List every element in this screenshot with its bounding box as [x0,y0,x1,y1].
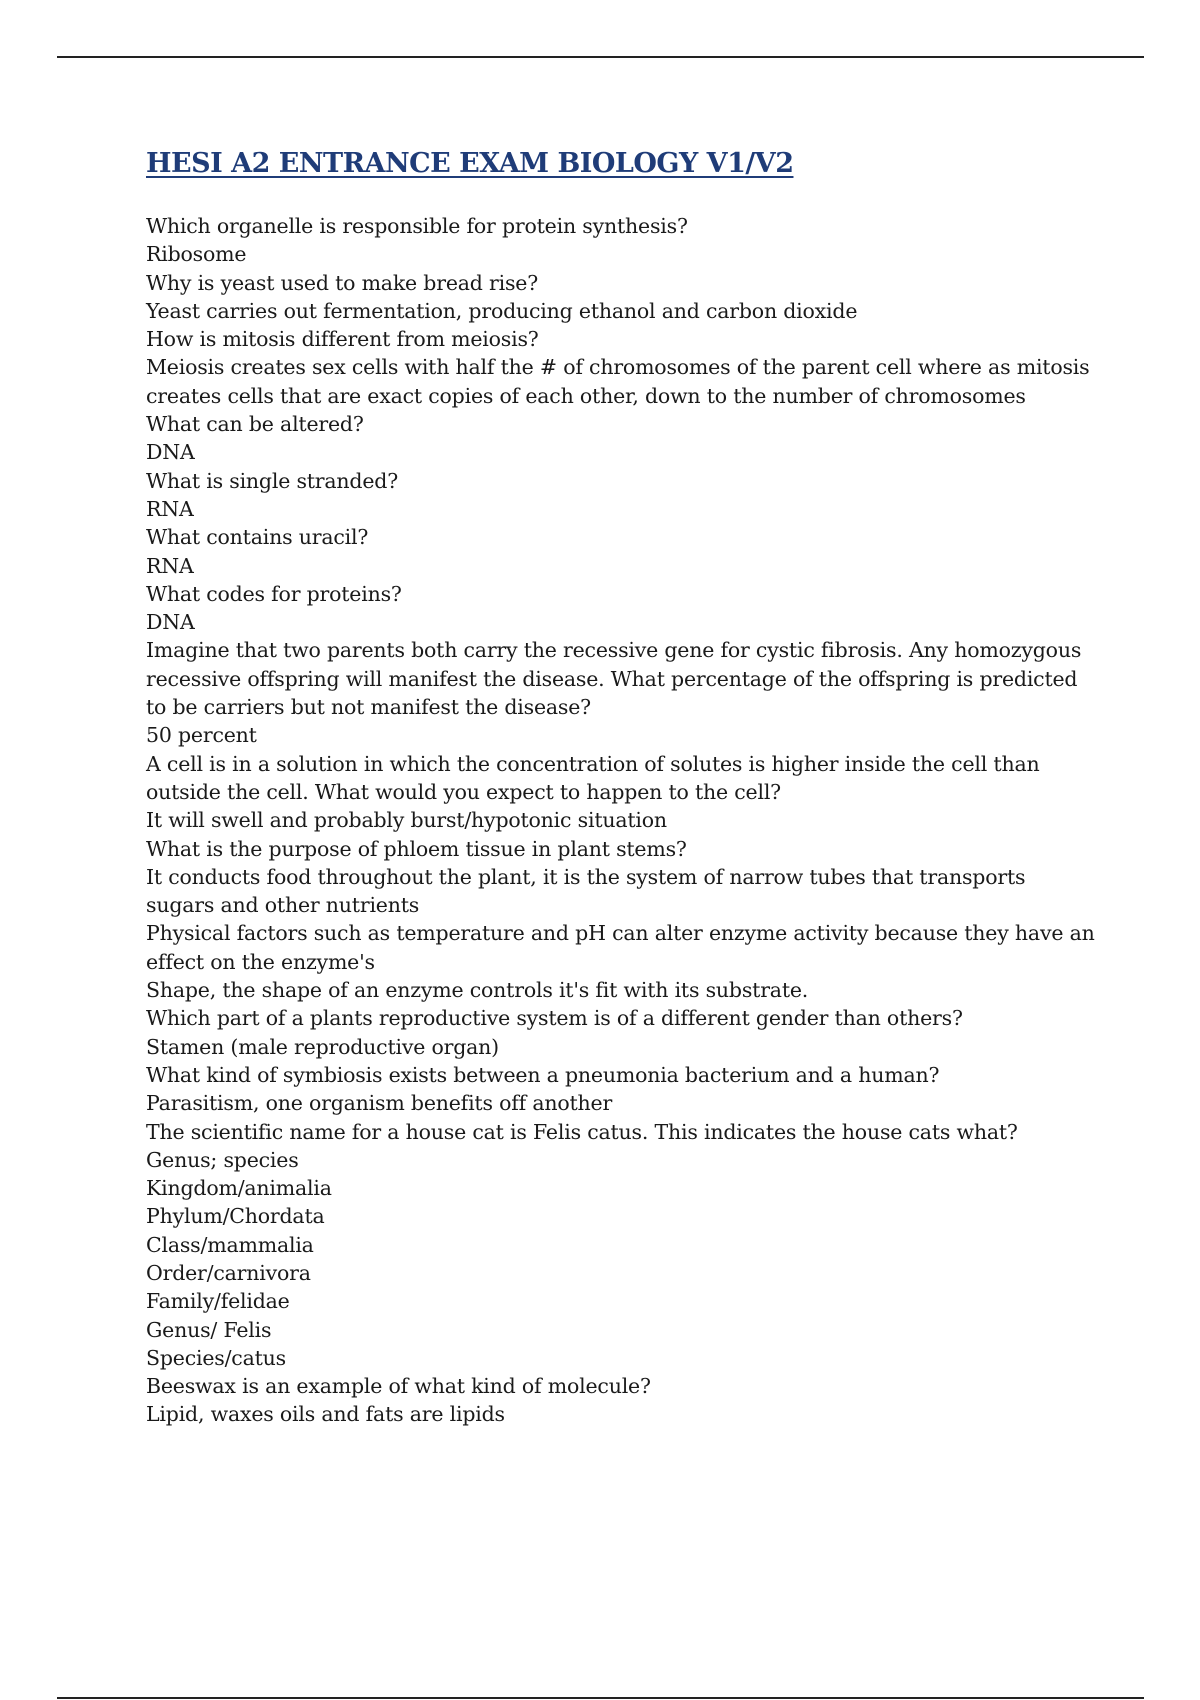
answer-text: It conducts food throughout the plant, it is the system of narrow tubes that transports sugars and other nutrients [146,864,1026,918]
answer-text: RNA [146,496,194,521]
question-text: How is mitosis different from meiosis? [146,327,539,352]
document-body [146,212,1096,1429]
answer-text: Genus; species [146,1147,299,1172]
answer-text: Lipid, waxes oils and fats are lipids [146,1402,505,1427]
top-divider [57,56,1144,58]
answer-text: 50 percent [146,723,257,748]
answer-text: Shape, the shape of an enzyme controls it's fit with its substrate. [146,978,809,1003]
answer-text: RNA [146,553,194,578]
question-text: Imagine that two parents both carry the recessive gene for cystic fibrosis. Any homozygous recessive offspring will manifest the disease. What percentage of the offspring is predicted to be carriers but not manifest the disease? [146,638,1082,720]
answer-text: Species/catus [146,1345,286,1370]
question-text: Beeswax is an example of what kind of molecule? [146,1374,651,1399]
question-text: Physical factors such as temperature and pH can alter enzyme activity because they have an effect on the enzyme's [146,921,1095,974]
question-text: What is single stranded? [146,468,399,493]
question-text: What is the purpose of phloem tissue in plant stems? [146,836,687,861]
question-text: What codes for proteins? [146,581,402,606]
answer-text: Phylum/Chordata [146,1204,325,1229]
answer-text: DNA [146,440,195,465]
answer-text: Order/carnivora [146,1260,311,1285]
question-text: What kind of symbiosis exists between a pneumonia bacterium and a human? [146,1062,940,1087]
answer-text: Kingdom/animalia [146,1176,332,1201]
question-text: Which organelle is responsible for protein synthesis? [146,214,688,238]
question-text: The scientific name for a house cat is Felis catus. This indicates the house cats what? [146,1119,1018,1144]
answer-text: Ribosome [146,242,247,267]
answer-text: DNA [146,610,195,635]
answer-text: Meiosis creates sex cells with half the # of chromosomes of the parent cell where as mitosis creates cells that are exact copies of each other, down to the number of chromosomes [146,355,1090,408]
answer-text: Stamen (male reproductive organ) [146,1034,499,1059]
answer-text: It will swell and probably burst/hypotonic situation [146,808,667,833]
bottom-divider [57,1697,1144,1699]
question-text: A cell is in a solution in which the concentration of solutes is higher inside the cell than outside the cell. What would you expect to happen to the cell? [146,751,1040,804]
answer-text: Class/mammalia [146,1232,314,1257]
answer-text: Family/felidae [146,1289,290,1314]
answer-text: Genus/ Felis [146,1317,272,1342]
question-text: Which part of a plants reproductive system is of a different gender than others? [146,1006,963,1031]
answer-text: Yeast carries out fermentation, producing ethanol and carbon dioxide [146,298,858,323]
question-text: Why is yeast used to make bread rise? [146,270,539,295]
question-text: What can be altered? [146,412,364,437]
answer-text: Parasitism, one organism benefits off another [146,1091,613,1116]
question-text: What contains uracil? [146,525,369,550]
page-title: HESI A2 ENTRANCE EXAM BIOLOGY V1/V2 [146,148,794,179]
